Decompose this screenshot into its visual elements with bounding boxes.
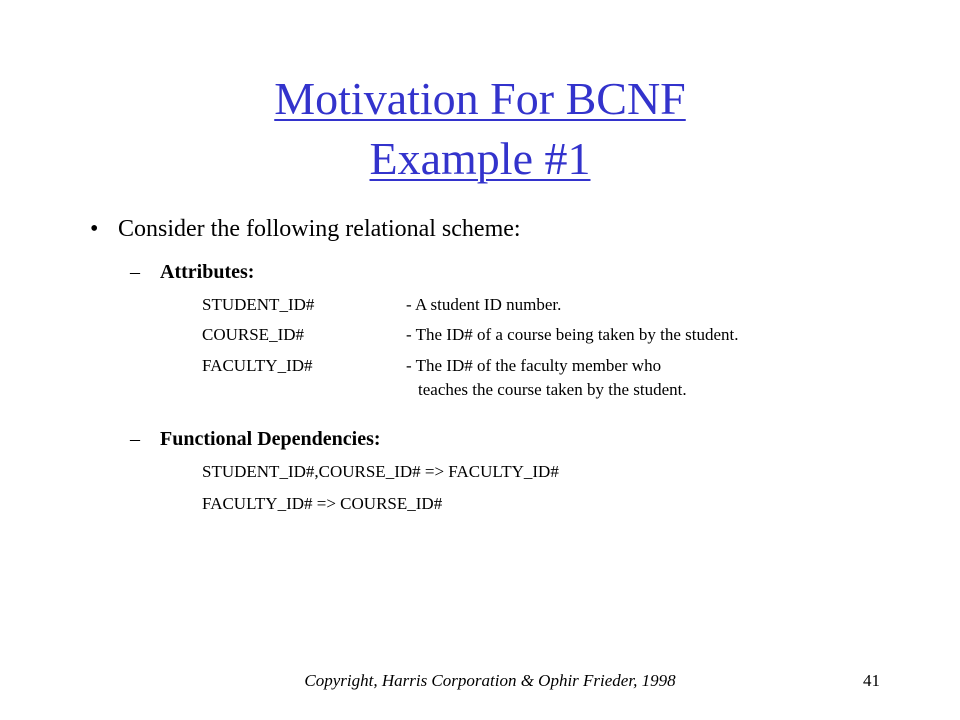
attribute-description-continuation: teaches the course taken by the student. [418,380,687,399]
copyright-notice: Copyright, Harris Corporation & Ophir Frieder, 1998 [304,671,676,690]
attribute-description: - The ID# of a course being taken by the student. [406,325,739,344]
dependency-line: FACULTY_ID# => COURSE_ID# [202,494,443,513]
slide-title-line-1 [0,72,960,126]
page-number: 41 [863,671,880,690]
functional-dependencies-heading [130,426,381,452]
attribute-name: COURSE_ID# [202,325,305,344]
main-bullet [90,214,521,244]
dependency-line: STUDENT_ID#,COURSE_ID# => FACULTY_ID# [202,462,559,481]
attributes-label: Attributes: [160,261,255,283]
attribute-description: - A student ID number. [406,295,562,314]
slide-title-text-1: Motivation For BCNF [274,73,686,124]
attribute-name: STUDENT_ID# [202,295,315,314]
bullet-text: Consider the following relational scheme: [118,216,521,242]
bullet-icon: • [90,216,99,242]
attribute-name: FACULTY_ID# [202,356,313,375]
slide-title-line-2 [0,132,960,186]
dash-icon: – [130,261,140,283]
dash-icon: – [130,428,140,450]
slide-title-text-2: Example #1 [369,133,591,184]
functional-dependencies-label: Functional Dependencies: [160,428,381,450]
attributes-heading [130,259,254,285]
attribute-description: - The ID# of the faculty member who [406,356,662,375]
